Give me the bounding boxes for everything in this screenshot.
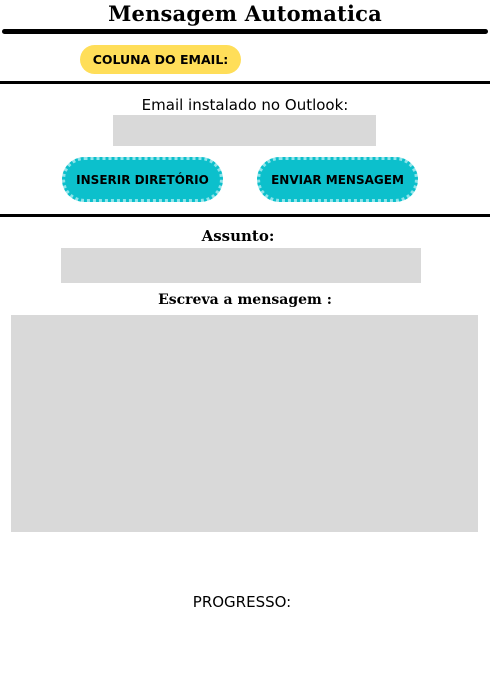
title-divider <box>2 29 488 34</box>
send-message-button[interactable]: ENVIAR MENSAGEM <box>257 157 418 202</box>
outlook-email-label: Email instalado no Outlook: <box>141 96 349 114</box>
message-textarea[interactable] <box>11 315 478 532</box>
section-divider-top <box>0 81 490 84</box>
outlook-email-input[interactable] <box>113 115 376 146</box>
message-label: Escreva a mensagem : <box>158 292 332 308</box>
subject-input[interactable] <box>61 248 421 283</box>
section-divider-middle <box>0 214 490 217</box>
app-title: Mensagem Automatica <box>108 1 382 26</box>
insert-directory-button[interactable]: INSERIR DIRETÓRIO <box>62 157 223 202</box>
email-column-button[interactable]: COLUNA DO EMAIL: <box>80 45 241 74</box>
progress-label: PROGRESSO: <box>192 593 292 611</box>
subject-label: Assunto: <box>201 227 275 245</box>
